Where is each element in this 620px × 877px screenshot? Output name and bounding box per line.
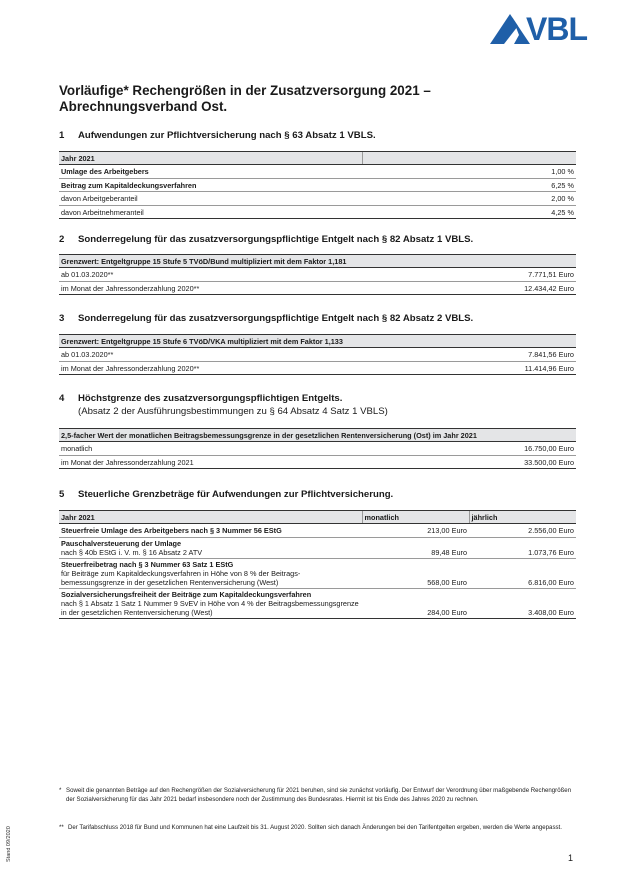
table-header-row — [59, 511, 576, 524]
row-description: nach § 1 Absatz 1 Satz 1 Nummer 9 SvEV in Höhe von 4 % der Beitragsbemessungsgrenze in der gesetzlichen Rentenversicherung (West) — [61, 598, 359, 617]
table-header-label: Jahr 2021 — [59, 152, 362, 165]
stand-date: Stand 09/2020 — [6, 826, 12, 862]
table-section-3 — [59, 334, 576, 375]
row-label: davon Arbeitgeberanteil — [59, 192, 362, 206]
row-label: Beitrag zum Kapitaldeckungsverfahren — [59, 178, 362, 192]
table-row — [59, 537, 576, 558]
row-description: nach § 40b EStG i. V. m. § 16 Absatz 2 ATV — [61, 547, 203, 557]
row-title: Pauschalversteuerung der Umlage — [61, 538, 182, 548]
footnote-mark: ** — [59, 824, 64, 831]
footnote-text: Der Tarifabschluss 2018 für Bund und Kommunen hat eine Laufzeit bis 31. August 2020. Sollten sich danach Änderungen bei den Tarifentgelten ergeben, werden die Werte angepasst. — [68, 824, 562, 831]
row-value: 12.434,42 Euro — [434, 281, 576, 295]
section-number: 1 — [59, 130, 65, 141]
table-row — [59, 361, 576, 375]
row-label: im Monat der Jahressonderzahlung 2020** — [59, 361, 435, 375]
section-title: Aufwendungen zur Pflichtversicherung nach § 63 Absatz 1 VBLS. — [78, 130, 376, 141]
page-title: Vorläufige* Rechengrößen in der Zusatzversorgung 2021 – Abrechnungsverband Ost. — [59, 83, 431, 114]
table-row — [59, 442, 576, 456]
table-row — [59, 192, 576, 206]
footnote-text: Soweit die genannten Beträge auf den Rechengrößen der Sozialversicherung für 2021 beruhen, sind sie zunächst vorläufig. Der Entwurf der Verordnung über maßgebende Rechengrößen der Sozialversicherung für das Jahr 2021 bedarf insbesondere noch der Zustimmung des Bundesrates. Hiermit ist bis Ende des Jahres 2020 zu rechnen. — [66, 787, 572, 803]
table-row — [59, 165, 576, 179]
row-label: im Monat der Jahressonderzahlung 2021 — [59, 455, 430, 469]
row-value: 6,25 % — [362, 178, 576, 192]
row-monthly: 284,00 Euro — [362, 588, 469, 618]
row-label: monatlich — [59, 442, 430, 456]
table-header-row — [59, 335, 576, 348]
row-yearly: 1.073,76 Euro — [469, 537, 576, 558]
column-header-monthly: monatlich — [362, 511, 469, 524]
table-row — [59, 268, 576, 282]
table-row — [59, 524, 576, 538]
table-header-row — [59, 152, 576, 165]
section-5-heading — [59, 489, 393, 501]
page-number: 1 — [568, 853, 574, 863]
row-value: 11.414,96 Euro — [435, 361, 576, 375]
row-monthly: 213,00 Euro — [362, 524, 469, 538]
section-3-heading — [59, 313, 473, 325]
table-section-4 — [59, 428, 576, 469]
footnote-2 — [59, 824, 576, 833]
row-value: 33.500,00 Euro — [430, 455, 576, 469]
row-value: 16.750,00 Euro — [430, 442, 576, 456]
row-value: 1,00 % — [362, 165, 576, 179]
row-label: ab 01.03.2020** — [59, 268, 434, 282]
logo-text: VBL — [526, 11, 587, 47]
table-section-2 — [59, 254, 576, 295]
section-number: 4 — [59, 393, 65, 404]
footnote-1 — [59, 787, 576, 804]
row-value: 7.771,51 Euro — [434, 268, 576, 282]
row-yearly: 6.816,00 Euro — [469, 558, 576, 588]
table-section-1 — [59, 151, 576, 219]
row-monthly: 89,48 Euro — [362, 537, 469, 558]
table-section-5 — [59, 510, 576, 619]
table-row — [59, 588, 576, 618]
section-1-heading — [59, 130, 376, 142]
row-title: Steuerfreibetrag nach § 3 Nummer 63 Satz 1 EStG — [61, 559, 234, 569]
section-4-heading — [59, 393, 342, 405]
section-2-heading — [59, 234, 473, 246]
row-label: Umlage des Arbeitgebers — [59, 165, 362, 179]
row-yearly: 3.408,00 Euro — [469, 588, 576, 618]
table-header-row — [59, 429, 576, 442]
table-row — [59, 558, 576, 588]
section-title: Höchstgrenze des zusatzversorgungspflichtigen Entgelts. — [78, 393, 343, 404]
row-label: ab 01.03.2020** — [59, 348, 435, 362]
row-value: 2,00 % — [362, 192, 576, 206]
table-row — [59, 281, 576, 295]
table-row — [59, 348, 576, 362]
table-header-label: Grenzwert: Entgeltgruppe 15 Stufe 5 TVöD/Bund multipliziert mit dem Faktor 1,181 — [59, 255, 576, 268]
table-row — [59, 455, 576, 469]
row-label: im Monat der Jahressonderzahlung 2020** — [59, 281, 434, 295]
section-4-subheading: (Absatz 2 der Ausführungsbestimmungen zu § 64 Absatz 4 Satz 1 VBLS) — [78, 406, 388, 417]
vbl-logo — [488, 12, 608, 46]
row-label: davon Arbeitnehmeranteil — [59, 205, 362, 219]
section-number: 5 — [59, 489, 65, 500]
row-title: Sozialversicherungsfreiheit der Beiträge zum Kapitaldeckungsverfahren — [61, 589, 312, 599]
section-title: Steuerliche Grenzbeträge für Aufwendungen zur Pflichtversicherung. — [78, 489, 394, 500]
table-header-label: 2,5-facher Wert der monatlichen Beitragsbemessungsgrenze in der gesetzlichen Rentenversicherung (Ost) im Jahr 2021 — [59, 429, 576, 442]
section-number: 3 — [59, 313, 65, 324]
section-title: Sonderregelung für das zusatzversorgungspflichtige Entgelt nach § 82 Absatz 2 VBLS. — [78, 313, 474, 324]
table-header-label: Jahr 2021 — [59, 511, 362, 524]
row-yearly: 2.556,00 Euro — [469, 524, 576, 538]
table-header-label: Grenzwert: Entgeltgruppe 15 Stufe 6 TVöD/VKA multipliziert mit dem Faktor 1,133 — [59, 335, 576, 348]
table-row — [59, 178, 576, 192]
row-monthly: 568,00 Euro — [362, 558, 469, 588]
section-number: 2 — [59, 234, 65, 245]
table-header-row — [59, 255, 576, 268]
table-row — [59, 205, 576, 219]
footnote-mark: * — [59, 787, 62, 794]
section-title: Sonderregelung für das zusatzversorgungspflichtige Entgelt nach § 82 Absatz 1 VBLS. — [78, 234, 474, 245]
row-title: Steuerfreie Umlage des Arbeitgebers nach § 3 Nummer 56 EStG — [61, 526, 282, 535]
row-value: 4,25 % — [362, 205, 576, 219]
row-value: 7.841,56 Euro — [435, 348, 576, 362]
column-header-yearly: jährlich — [469, 511, 576, 524]
row-description: für Beiträge zum Kapitaldeckungsverfahren in Höhe von 8 % der Beitragsbemessungsgrenze in der gesetzlichen Rentenversicherung (West) — [61, 568, 301, 587]
